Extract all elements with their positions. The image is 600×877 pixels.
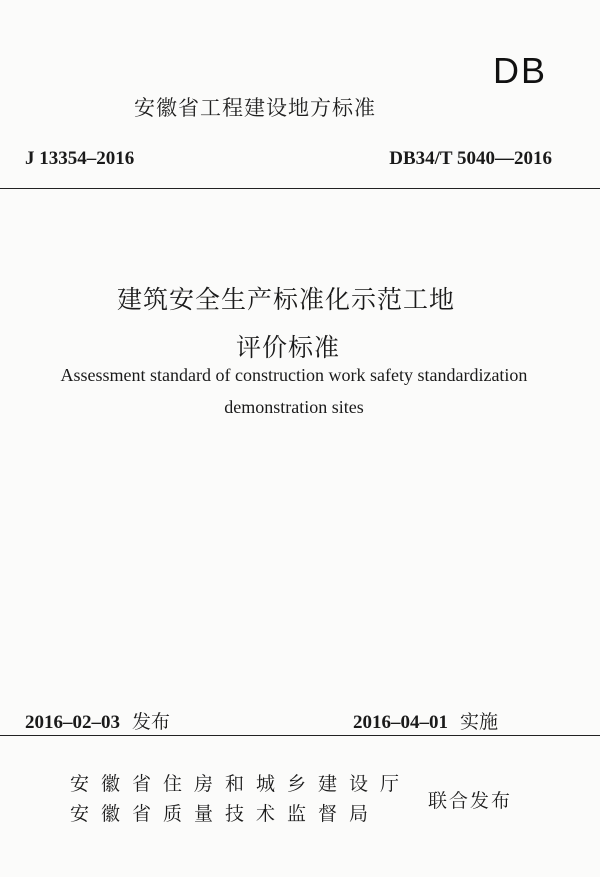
- title-chinese-line-2: 评价标准: [235, 333, 340, 362]
- implementation-label: 实施: [460, 711, 499, 733]
- title-chinese-line-1: 建筑安全生产标准化示范工地: [116, 285, 455, 314]
- top-divider: [0, 188, 600, 189]
- implementation-date-value: 2016–04–01: [353, 712, 448, 733]
- joint-release-label: 联合发布: [428, 790, 513, 812]
- bottom-divider: [0, 735, 600, 736]
- issue-date: [25, 707, 170, 734]
- category-mark: DB: [493, 50, 548, 91]
- issue-label: 发布: [132, 711, 171, 733]
- publisher-1: 安徽省住房和城乡建设厅: [70, 773, 412, 795]
- title-english-line-2: demonstration sites: [224, 397, 364, 417]
- standard-type: 安徽省工程建设地方标准: [134, 96, 376, 120]
- title-english-line-1: Assessment standard of construction work safety standardization: [60, 365, 528, 385]
- record-number: J 13354–2016: [25, 148, 135, 169]
- publisher-2: 安徽省质量技术监督局: [70, 803, 381, 825]
- implementation-date: [353, 707, 498, 734]
- standard-number: DB34/T 5040—2016: [389, 148, 552, 169]
- issue-date-value: 2016–02–03: [25, 712, 120, 733]
